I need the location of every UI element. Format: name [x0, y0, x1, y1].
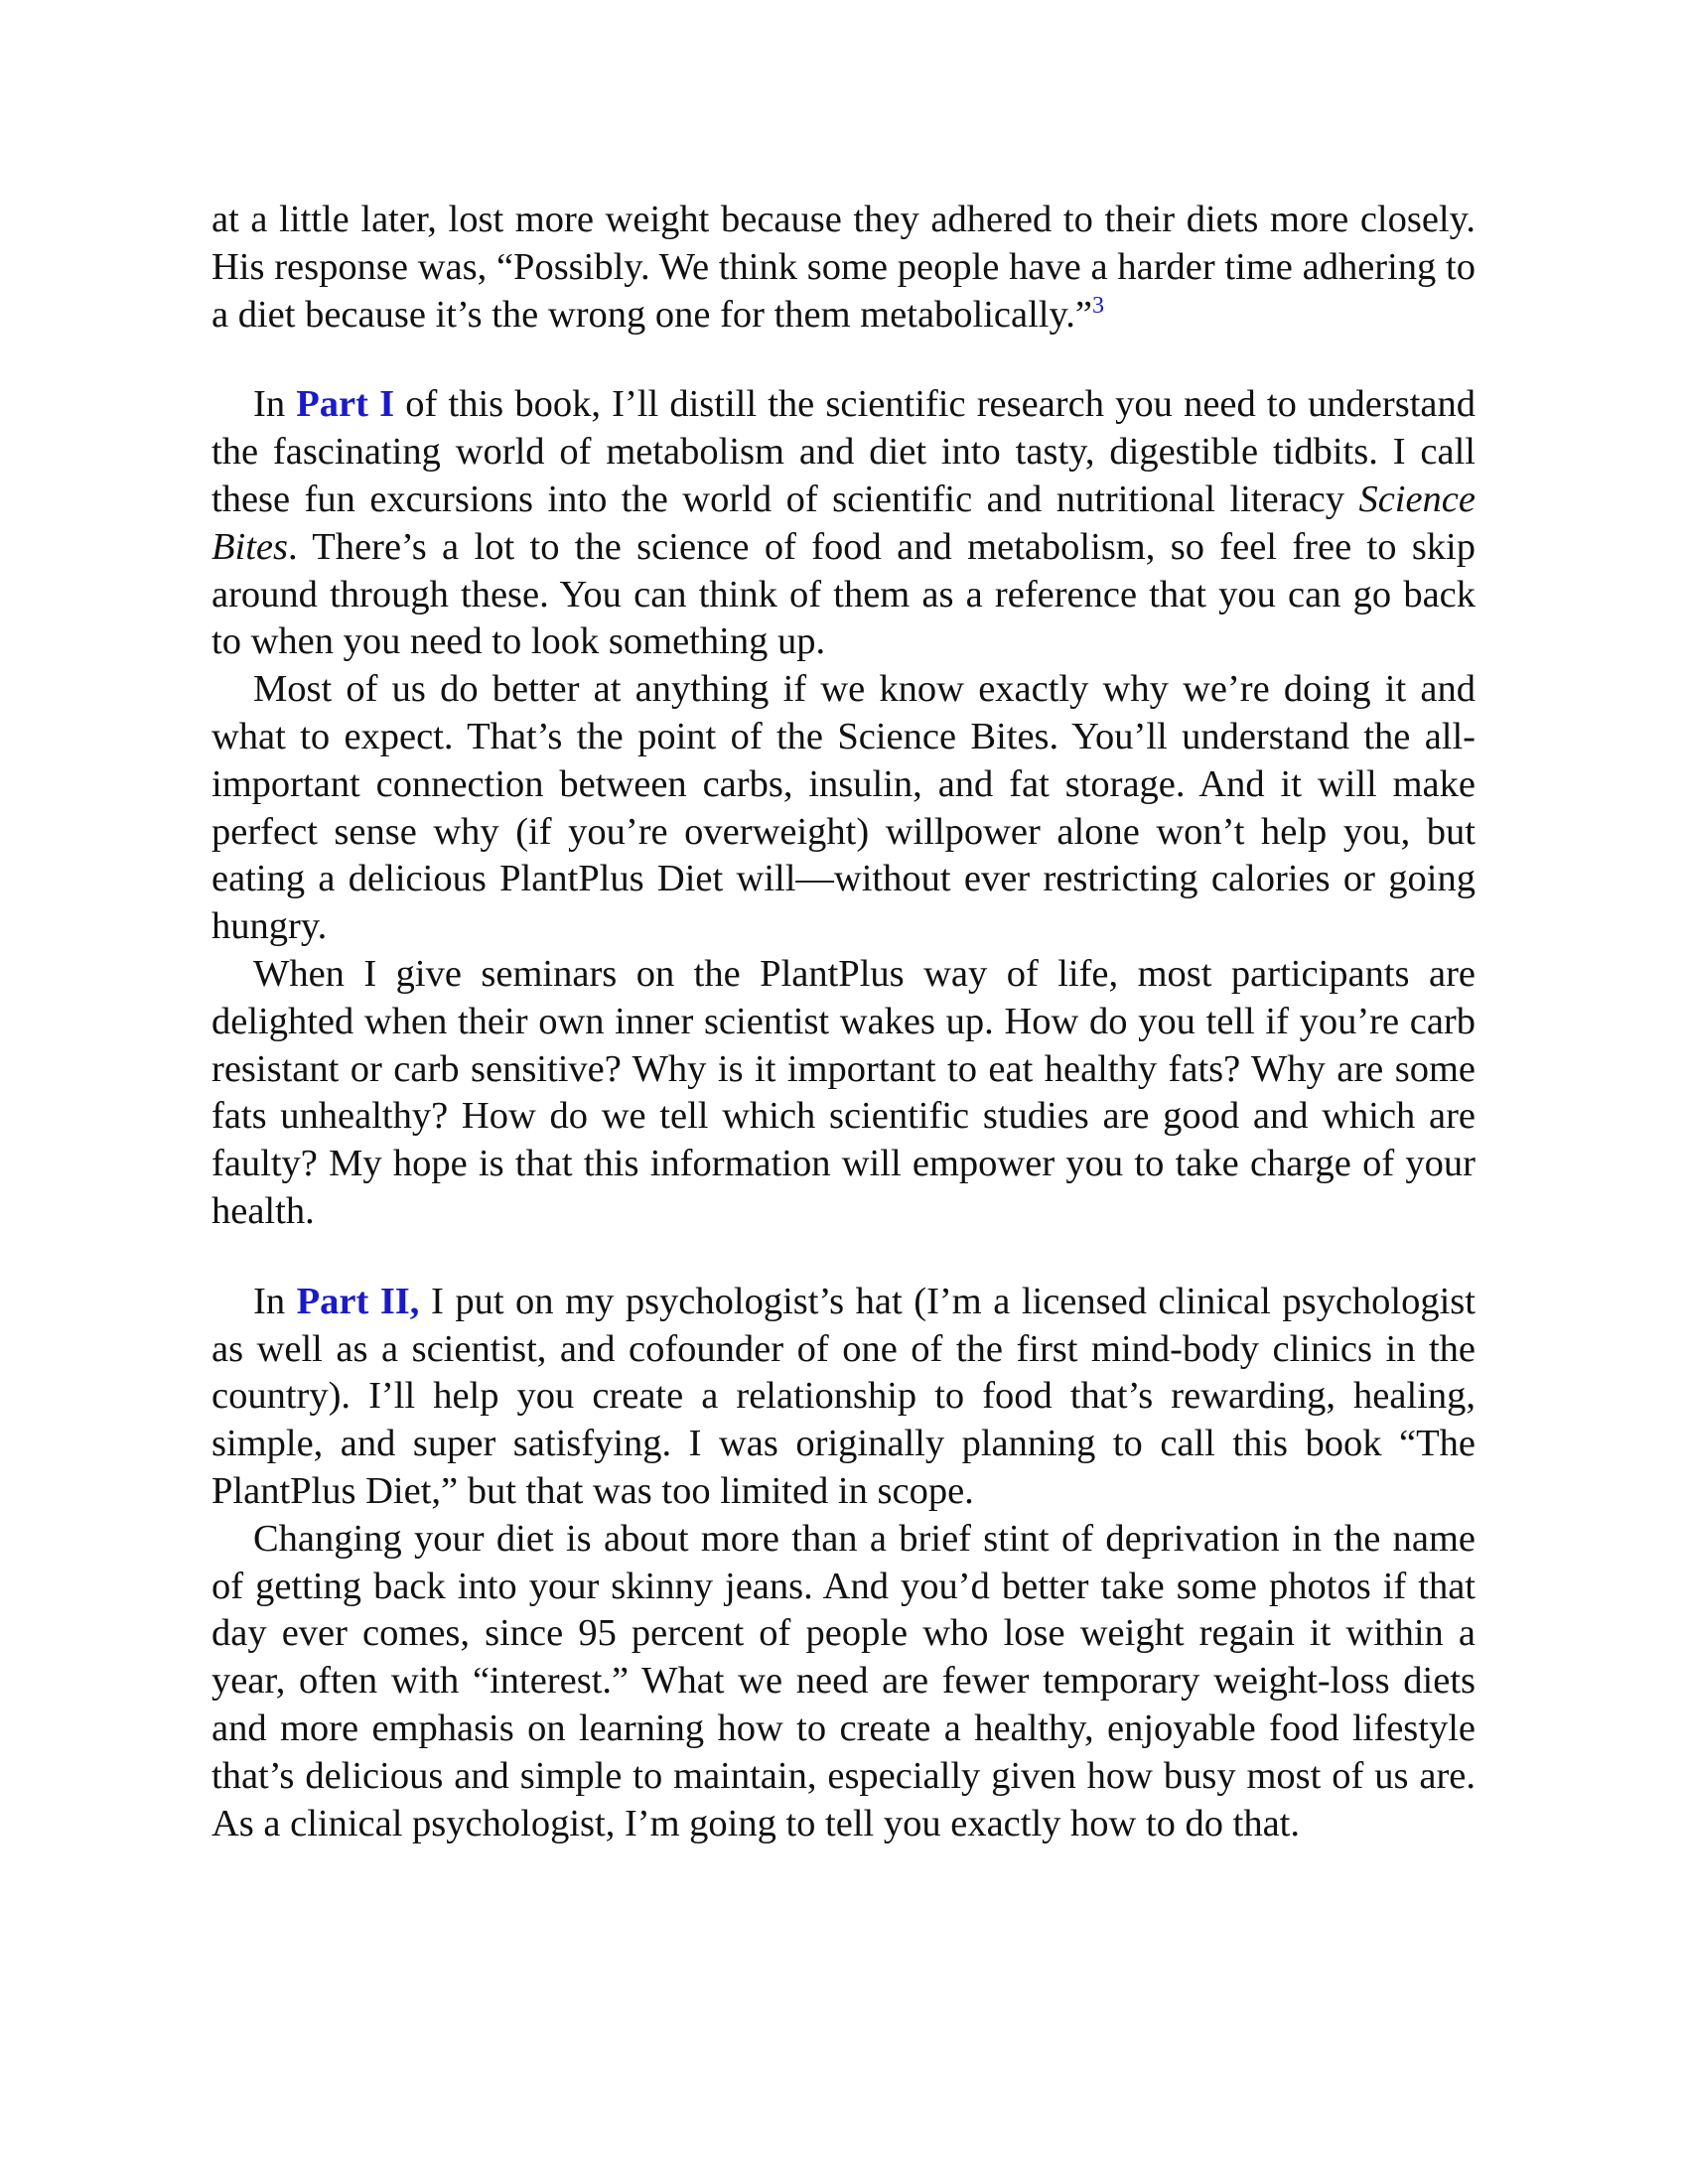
book-page: [211, 197, 1476, 1847]
paragraph-text: of this book, I’ll distill the scientific research you need to understand the fascinating world of metabolism and diet into tasty, digestible tidbits. I call these fun excursions into the world of scientific and nutritional literacy: [211, 383, 1476, 520]
paragraph-science-bites: Most of us do better at anything if we know exactly why we’re doing it and what to expect. That’s the point of the Science Bites. You’ll understand the all-important connection between carbs, insulin, and fat storage. And it will make perfect sense why (if you’re overweight) willpower alone won’t help you, but eating a delicious PlantPlus Diet will—without ever restricting calories or going hungry.: [211, 668, 1476, 948]
part-one-link[interactable]: Part I: [296, 383, 395, 426]
paragraph-part-one: [211, 381, 1476, 666]
paragraph-text: In: [253, 1280, 297, 1322]
paragraph-continuation: [211, 197, 1476, 339]
emphasis-science-bites: Science Bites: [211, 478, 1476, 568]
footnote-link[interactable]: 3: [1091, 292, 1104, 319]
paragraph-text: In: [253, 383, 297, 426]
paragraph-text: at a little later, lost more weight because they adhered to their diets more closely. His response was, “Possibly. We think some people have a harder time adhering to a diet because it’s the wrong one for them metabolically.”: [211, 199, 1476, 336]
paragraph-text: . There’s a lot to the science of food and metabolism, so feel free to skip around through these. You can think of them as a reference that you can go back to when you need to look something up.: [211, 525, 1476, 663]
paragraph-seminars: When I give seminars on the PlantPlus way of life, most participants are delighted when their own inner scientist wakes up. How do you tell if you’re carb resistant or carb sensitive? Why is it important to eat healthy fats? Why are some fats unhealthy? How do we tell which scientific studies are good and which are faulty? My hope is that this information will empower you to take charge of your health.: [211, 952, 1476, 1232]
paragraph-text: I put on my psychologist’s hat (I’m a licensed clinical psychologist as well as a scientist, and cofounder of one of the first mind-body clinics in the country). I’ll help you create a relationship to food that’s rewarding, healing, simple, and super satisfying. I was originally planning to call this book “The PlantPlus Diet,” but that was too limited in scope.: [211, 1280, 1476, 1512]
paragraph-changing-diet: Changing your diet is about more than a brief stint of deprivation in the name of getting back into your skinny jeans. And you’d better take some photos if that day ever comes, since 95 percent of people who lose weight regain it within a year, often with “interest.” What we need are fewer temporary weight-loss diets and more emphasis on learning how to create a healthy, enjoyable food lifestyle that’s delicious and simple to maintain, especially given how busy most of us are. As a clinical psychologist, I’m going to tell you exactly how to do that.: [211, 1517, 1476, 1844]
paragraph-part-two: [211, 1279, 1476, 1516]
part-two-link[interactable]: Part II,: [296, 1280, 420, 1322]
